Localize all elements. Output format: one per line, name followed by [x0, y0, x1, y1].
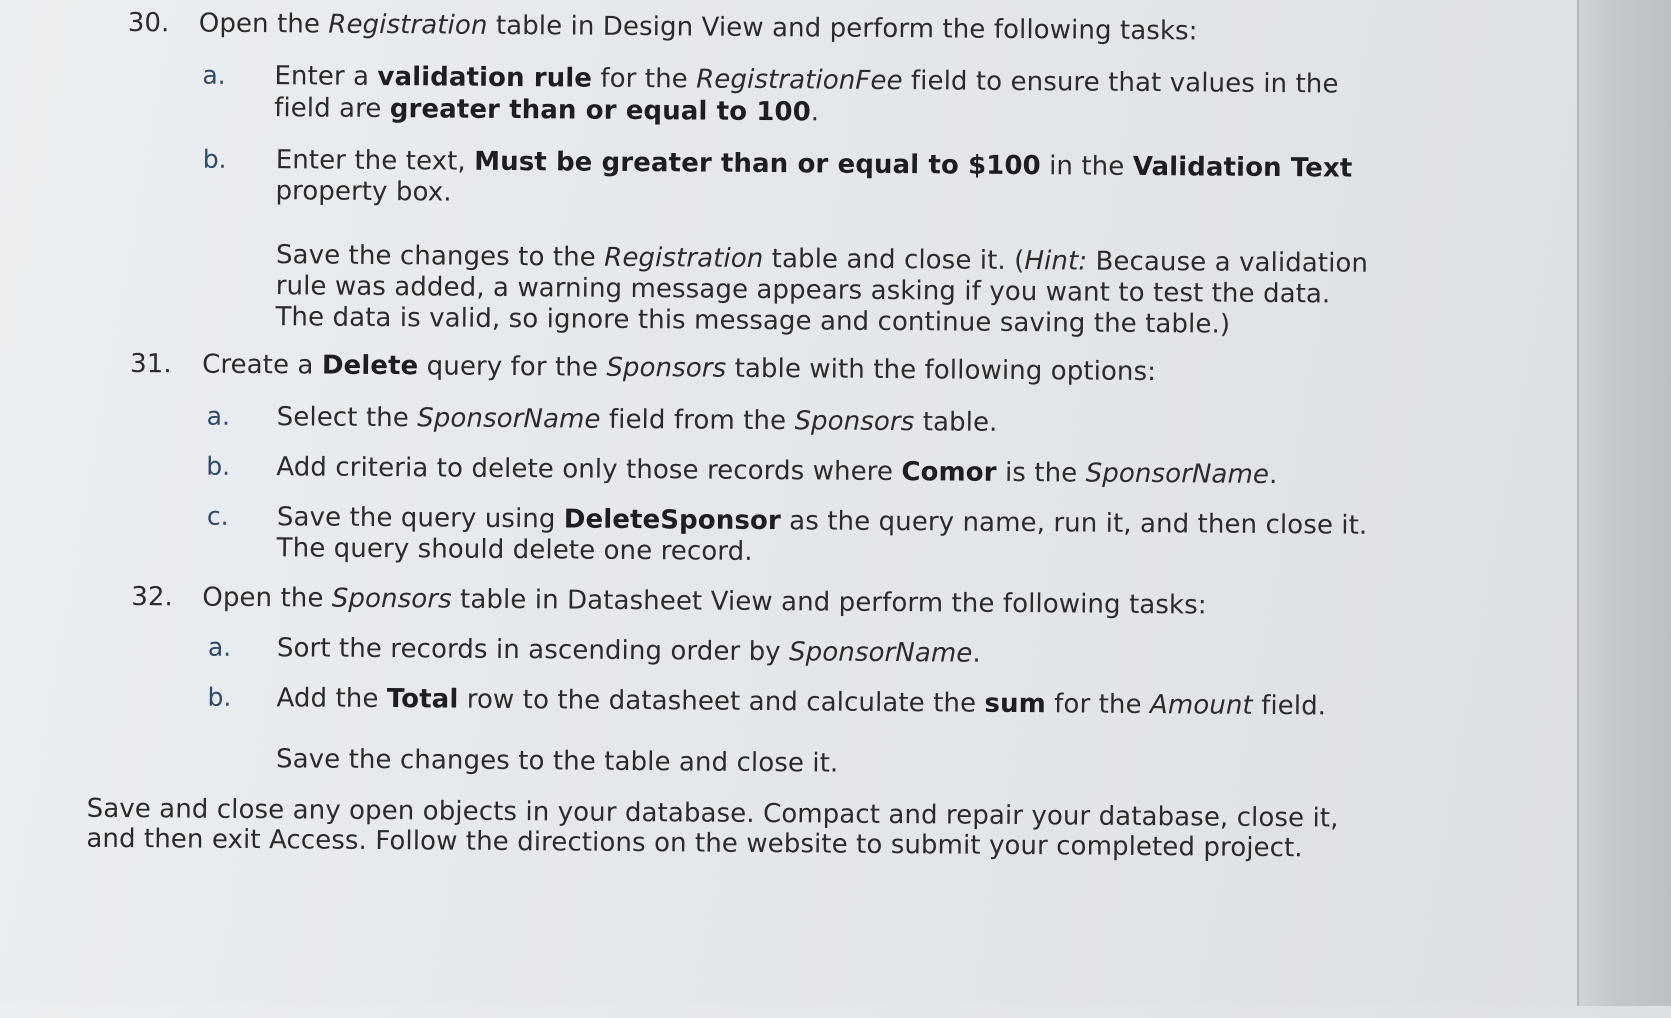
- closing-line-1: Save and close any open objects in your database. Compact and repair your database, close it,: [86, 793, 1339, 834]
- step-30-intro: Open the Registration table in Design View and perform the following tasks:: [198, 8, 1198, 47]
- monitor-bezel: [1577, 0, 1671, 1006]
- step-30-number: 30.: [127, 8, 170, 39]
- step-32b-line-1: Add the Total row to the datasheet and calculate the sum for the Amount field.: [276, 683, 1327, 722]
- step-31a-line-1: Select the SponsorName field from the Sponsors table.: [276, 402, 998, 438]
- step-32-note-line-1: Save the changes to the table and close it.: [275, 744, 839, 779]
- step-31c-marker: c.: [206, 501, 229, 531]
- step-31c-line-2: The query should delete one record.: [276, 533, 753, 567]
- step-31c-line-1: Save the query using DeleteSponsor as the query name, run it, and then close it.: [276, 502, 1368, 541]
- step-31-number: 31.: [130, 349, 172, 380]
- step-30-note-line-2: rule was added, a warning message appears asking if you want to test the data.: [275, 271, 1331, 310]
- step-30a-marker: a.: [202, 60, 226, 90]
- step-30b-marker: b.: [202, 144, 227, 174]
- step-31b-line-1: Add criteria to delete only those records where Comor is the SponsorName.: [276, 452, 1278, 491]
- step-30b-line-2: property box.: [275, 176, 452, 208]
- closing-line-2: and then exit Access. Follow the directions on the website to submit your completed project.: [86, 823, 1303, 864]
- step-32a-marker: a.: [207, 632, 232, 662]
- step-32-number: 32.: [131, 582, 174, 613]
- step-31a-marker: a.: [206, 401, 231, 431]
- step-30-note-line-3: The data is valid, so ignore this message and continue saving the table.): [275, 302, 1231, 340]
- step-32b-marker: b.: [207, 682, 232, 712]
- step-32-intro: Open the Sponsors table in Datasheet View and perform the following tasks:: [202, 582, 1207, 621]
- step-30a-line-1: Enter a validation rule for the RegistrationFee field to ensure that values in the: [274, 61, 1339, 100]
- step-30-note-line-1: Save the changes to the Registration table and close it. (Hint: Because a validation: [275, 240, 1369, 279]
- step-30a-line-2: field are greater than or equal to 100.: [274, 93, 820, 128]
- step-30b-line-1: Enter the text, Must be greater than or equal to $100 in the Validation Text: [275, 145, 1353, 184]
- step-31b-marker: b.: [206, 451, 231, 481]
- step-31-intro: Create a Delete query for the Sponsors table with the following options:: [202, 349, 1157, 388]
- step-32a-line-1: Sort the records in ascending order by SponsorName.: [276, 633, 981, 669]
